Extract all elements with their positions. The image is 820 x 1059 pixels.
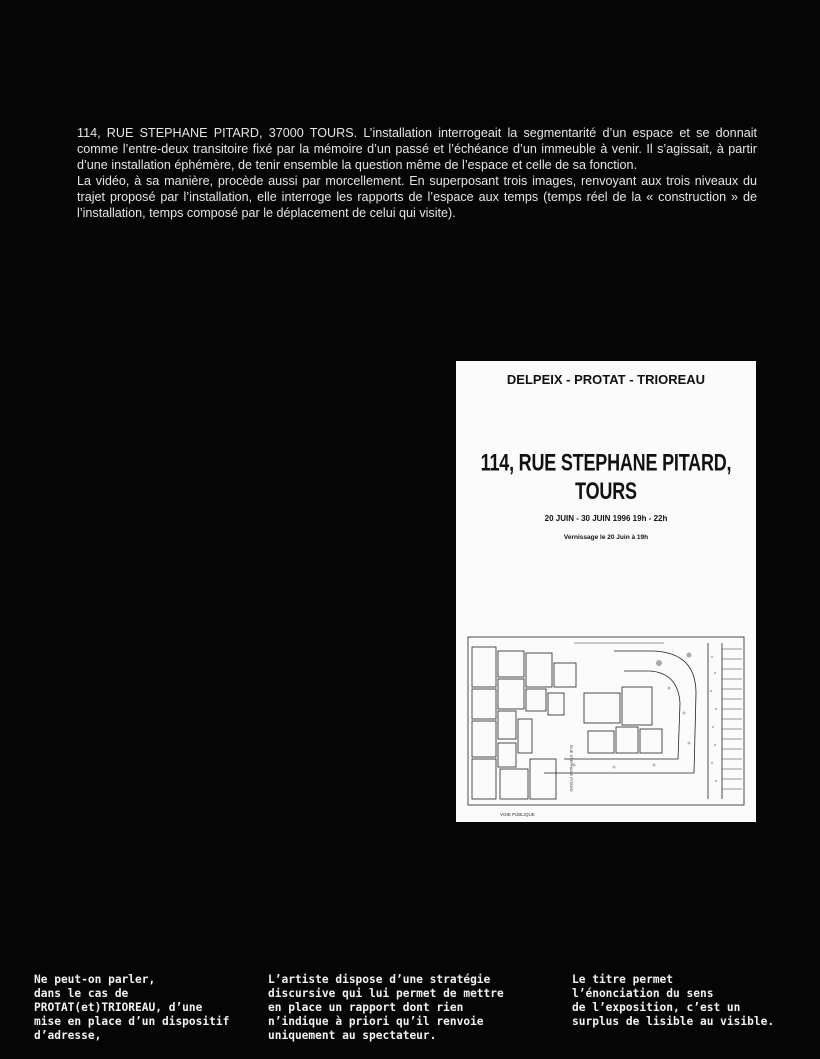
quote-line: Le titre permet [572,973,674,986]
quote-line: de l’exposition, c’est un [572,1001,741,1014]
quote-right [572,973,774,1029]
poster-dates: 20 JUIN - 30 JUIN 1996 19h - 22h [544,514,668,523]
quote-line: L’artiste dispose d’une stratégie [268,973,491,986]
poster-vernissage: Vernissage le 20 Juin à 19h [563,534,649,541]
quote-line: d’adresse, [34,1029,102,1042]
quote-middle [268,973,504,1043]
poster-artists: DELPEIX - PROTAT - TRIOREAU [506,372,706,387]
exhibition-poster [456,361,756,822]
quote-line: discursive qui lui permet de mettre [268,987,504,1000]
quote-line: en place un rapport dont rien [268,1001,464,1014]
poster-title: 114, RUE STEPHANE PITARD, TOURS [480,449,732,505]
quote-left [34,973,229,1043]
intro-text [77,125,757,221]
quote-line: l’énonciation du sens [572,987,714,1000]
quote-line: PROTAT(et)TRIOREAU, d’une [34,1001,203,1014]
plan-street-label: RUE STEPHANE PITARD [569,745,574,792]
quote-line: n’indique à priori qu’il renvoie [268,1015,484,1028]
plan-caption: VOIE PUBLIQUE [500,812,535,817]
quote-line: uniquement au spectateur. [268,1029,437,1042]
floor-plan [464,633,750,813]
quote-line: Ne peut-on parler, [34,973,156,986]
quote-line: mise en place d’un dispositif [34,1015,230,1028]
quote-line: surplus de lisible au visible. [572,1015,775,1028]
intro-paragraph-1: 114, RUE STEPHANE PITARD, 37000 TOURS. L’installation interrogeait la segmentarité d’un espace et se donnait comme l’entre-deux transitoire fixé par la mémoire d’un passé et l’échéance d’un immeuble à venir. Il s’agissait, à partir d’une installation éphémère, de tenir ensemble la question même de l’espace et celle de sa fonction. [77,126,757,172]
quote-line: dans le cas de [34,987,129,1000]
intro-paragraph-2: La vidéo, à sa manière, procède aussi par morcellement. En superposant trois images, renvoyant aux trois niveaux du trajet proposé par l’installation, elle interroge les rapports de l’espace aux temps (temps réel de la « construction » de l’installation, temps composé par le déplacement de celui qui visite). [77,174,757,220]
